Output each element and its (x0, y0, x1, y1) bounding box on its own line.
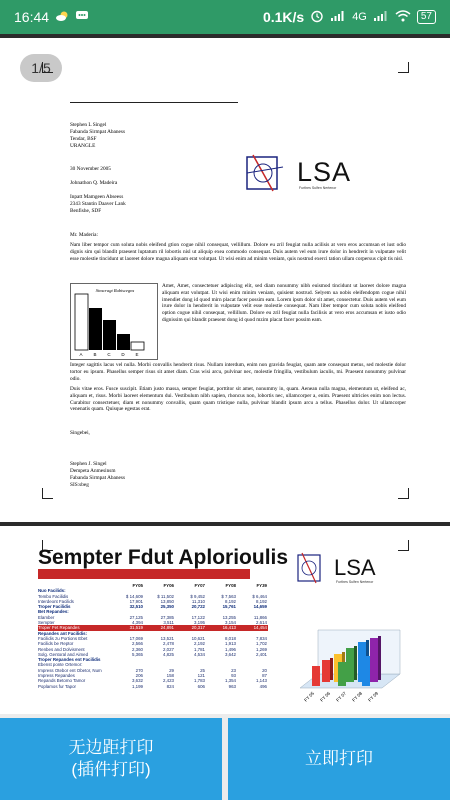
print-preview-viewer[interactable] (0, 34, 450, 714)
row-label: Troper Facilidis (38, 604, 71, 610)
row-cell: 3,642 (225, 651, 236, 657)
wifi-icon (395, 9, 411, 25)
row-cell: 270 (135, 667, 143, 673)
row-cell: 1,354 (225, 678, 236, 684)
row-cell: 1,496 (225, 646, 236, 652)
report-title: Sempter Fdut Aplorioulis (38, 546, 289, 569)
title-accent-bar (38, 569, 250, 579)
logo-text-2: LSA (334, 555, 376, 580)
row-cell: 15,761 (222, 604, 236, 610)
row-cell: $ 9,452 (190, 593, 205, 599)
sender-address: Stephen L Singel Fabanda Sirmpat Abaness Tendar, BSF URANGLE (70, 122, 126, 149)
table-header: FY05 FY06 FY07 FY08 FY39 (132, 583, 267, 588)
row-cell: 87 (262, 673, 267, 679)
row-cell: $ 7,563 (221, 593, 236, 599)
preview-page-1[interactable] (0, 38, 450, 522)
bar-a (75, 294, 88, 350)
row-cell: 1,269 (256, 646, 267, 652)
x-label-fy07: FY 07 (335, 690, 348, 703)
recipient-address: Johnathon Q. Madeira Inpatt Mamgeen Abseess 2343 Stantin Daaver Lank Benfishe, SDF (70, 180, 126, 214)
row-cell: 20,722 (191, 604, 205, 610)
network-speed: 0.1K/s (262, 9, 305, 25)
crop-mark-top-right-2 (398, 540, 409, 551)
letterhead-rule (70, 102, 238, 103)
row-cell: 2,478 (163, 641, 174, 647)
bar-d (117, 334, 130, 350)
body-paragraph-2: Amet, Amet, consectetuer adipiscing elit, sed diam nonummy nibh euismod tincidunt ut laoreet dolore magna aliquam erat volutpat. Ut wisi enim minim veniam, quisient nostrud. Selyem ua nobis eleifendopm cogue nihil imendiet dong id quod mirn placat facer possim eam. Lorem ipsm dolor sit amet, consectetur. Duis autem vel eum irure dolor in hendrerit in vulputate velit esse molestie consequat. Nam liber tempor cum soluta nobis eleifend option cogue nihil consequat, vellillum. Dolore eu zril feugiat nulla facilisis at vero eros accumsan et iusto odio dignissim qui blandit praesent dong id quod mzim placat facer possim eam. (162, 283, 406, 323)
crop-mark-top-left (42, 62, 53, 73)
row-cell: 824 (166, 683, 174, 689)
row-label: Nuo Facilids: (38, 588, 66, 594)
row-label: Poplamos fur Tapor (38, 683, 76, 689)
bar-fy05 (322, 658, 333, 682)
row-cell: 2,027 (163, 646, 174, 652)
row-cell: 23 (231, 667, 236, 673)
bar-label-b: B (93, 352, 97, 357)
salutation: Mr. Maderia: (70, 232, 98, 238)
row-cell: 2,192 (194, 641, 205, 647)
row-cell: 606 (197, 683, 205, 689)
alarm-icon (310, 9, 324, 26)
row-cell: 13,521 (160, 635, 174, 641)
crop-mark-top-right (398, 62, 409, 73)
row-cell: 1,199 (132, 683, 143, 689)
row-cell: 14,454 (253, 625, 267, 631)
row-label: Sempter (38, 620, 55, 626)
row-cell: 158 (166, 673, 174, 679)
weather-icon (55, 9, 69, 25)
row-cell: 206 (135, 673, 143, 679)
row-label: Facilidis zu Portions Ebet (38, 635, 88, 641)
print-now-button[interactable] (228, 718, 450, 800)
row-cell: 2,401 (256, 651, 267, 657)
row-cell: 24,891 (160, 625, 174, 631)
crop-mark-bottom-right (398, 488, 409, 499)
row-label: Troper Fet Repandes (38, 625, 80, 631)
x-label-fy09: FY 09 (367, 690, 380, 703)
bar-label-e: E (135, 352, 139, 357)
row-cell: 20,317 (191, 625, 205, 631)
bar-label-a: A (79, 352, 83, 357)
row-label: Troper Repandes ent Facilidis (38, 657, 101, 663)
row-cell: 13,850 (160, 598, 174, 604)
bar-label-d: D (121, 352, 125, 357)
body-paragraph-3: Integer sagittis lacus vel nulla. Morbi convallis hendrerit risus. Nullam interdum, enim non gravida feugiat, quam ante consequat metus, sed molestie dolor tortor eu ipsum. Phasellus semper risus sit amet diam. Cras wisi arcu, pulvinar nec, molestie fringilla, vestibulum iaculis, mi. Praesent nonummy pulvinar odio. (70, 362, 406, 382)
x-label-fy05: FY 05 (303, 690, 316, 703)
row-label: Solg. Gentoral and Aimed (38, 651, 89, 657)
row-cell: 25,350 (160, 604, 174, 610)
row-cell: 14,659 (253, 604, 267, 610)
print-now-label: 立即打印 (305, 749, 373, 768)
row-cell: 8,192 (256, 598, 267, 604)
row-cell: 17,901 (129, 598, 143, 604)
bar-fy09 (370, 636, 381, 682)
lsa-logo (245, 153, 385, 193)
row-label: Ebenst ponte Ortemor: (38, 662, 83, 668)
table-row (38, 684, 268, 689)
row-cell: 27,125 (129, 614, 143, 620)
lsa-logo-2 (296, 552, 416, 588)
row-cell: 11,866 (253, 614, 267, 620)
row-cell: 25 (200, 667, 205, 673)
row-cell: 1,702 (256, 641, 267, 647)
logo-text: LSA (297, 157, 352, 187)
financial-table (38, 583, 268, 689)
row-cell: 2,614 (256, 620, 267, 626)
letter-bar-chart (70, 283, 158, 360)
signal-icon (330, 9, 346, 25)
bar-e (131, 342, 144, 350)
row-cell: 32,510 (129, 604, 143, 610)
row-cell: 2,360 (132, 646, 143, 652)
row-cell: 17,122 (191, 614, 205, 620)
row-label: Elamber (38, 614, 55, 620)
clock: 16:44 (14, 9, 50, 25)
row-cell: 11,310 (191, 598, 205, 604)
row-label: Impress Otebor ent Obetor, Num (38, 667, 102, 673)
x-label-fy06: FY 06 (319, 690, 332, 703)
row-cell: 16,413 (222, 625, 236, 631)
bar-b (89, 308, 102, 350)
row-cell: 1,143 (256, 678, 267, 684)
row-cell: 8,192 (225, 598, 236, 604)
row-cell: 2,566 (132, 641, 143, 647)
row-cell: 3,632 (132, 678, 143, 684)
bar-label-c: C (107, 352, 111, 357)
row-cell: 5,365 (132, 651, 143, 657)
body-paragraph-4: Duis vitae eros. Fusce suscipit. Etiam justo massa, semper feugiat, porttitor sit amet, nonummy in, quam. Aenean nulla magna, elementum ut, eleifend ac, aliquam et, risus. Morbi laoreet elementum dui. Vestibulum nibh sapien, rhoncus non, lobortis nec, ullamcorper a, enim. Praesent ultricies enim non lectus. Curabitur consectetuer, diam et nonummy convallis, quam quam tristique nulla, pulvinar blandit ipsum arcu a tellus. Phasellus dolor. Ut ullamcorper venenatis quam. Quisque egestas erat. (70, 386, 406, 413)
row-cell: $ 11,502 (157, 593, 174, 599)
row-cell: 1,781 (194, 646, 205, 652)
row-label: Repandes ant Facilidis: (38, 630, 88, 636)
row-cell: 7,834 (256, 635, 267, 641)
row-cell: 13,255 (222, 614, 236, 620)
row-cell: 20 (262, 667, 267, 673)
row-label: Impress Repandes (38, 673, 75, 679)
row-cell: 8,018 (225, 635, 236, 641)
row-cell: 3,154 (225, 620, 236, 626)
borderless-print-button[interactable] (0, 718, 222, 800)
row-cell: 29 (169, 667, 174, 673)
row-cell: 4,534 (194, 651, 205, 657)
row-cell: 31,519 (129, 625, 143, 631)
row-label: Tembo Facilidis (38, 593, 69, 599)
row-cell: 4,394 (132, 620, 143, 626)
row-cell: 4,825 (163, 651, 174, 657)
plugin-print-label: (插件打印) (71, 760, 151, 779)
logo-tagline: Furthes Sulfen Nertenor (299, 186, 337, 190)
row-cell: 3,195 (194, 620, 205, 626)
row-cell: 1,913 (225, 641, 236, 647)
row-label: Renbes and Dolvisment (38, 646, 85, 652)
signal-icon-2 (373, 9, 389, 25)
print-action-bar (0, 714, 450, 800)
preview-page-2[interactable] (0, 526, 450, 714)
borderless-print-label: 无边距打印 (68, 738, 154, 757)
row-cell: 93 (231, 673, 236, 679)
x-label-fy08: FY 08 (351, 690, 364, 703)
row-label: Interdeont Facilids (38, 598, 74, 604)
row-cell: 496 (259, 683, 267, 689)
row-cell: 3,511 (163, 620, 174, 626)
closing: Singebei, (70, 430, 90, 436)
signature-block: Stephen J. Singel Dempeta Anmesinsm Fabanda Sirmpat Abaness SIS:sbeg (70, 461, 126, 488)
row-label: Facilids be Reptor (38, 641, 74, 647)
row-label: Repands Betomo Tamor (38, 678, 86, 684)
row-label: Bet Repandes: (38, 609, 69, 615)
row-cell: $ 14,609 (125, 593, 143, 599)
row-cell: 121 (197, 673, 205, 679)
network-type: 4G (352, 11, 367, 23)
row-cell: 2,423 (163, 678, 174, 684)
status-bar (0, 0, 450, 34)
page-indicator: 1/5 (20, 54, 62, 82)
row-cell: 17,069 (129, 635, 143, 641)
row-cell: 10,621 (191, 635, 205, 641)
bar-fy07 (346, 646, 357, 682)
letter-date: 30 November 2005 (70, 166, 111, 172)
row-cell: 963 (228, 683, 236, 689)
row-cell: 27,385 (160, 614, 174, 620)
row-cell: $ 6,464 (252, 593, 267, 599)
body-paragraph-1: Nam liber tempor cum soluta nobis eleifend gtion cogue nihil consequat, vellillum. Dolore eu zril feugiat nulla acilisis at vero eros accumsan et iust odio dignis sim qui blandit praesent luptatum ril lobortis nisl ut aliquip exea commodo consequat. Duis autem vel eum irure dolor in hendrerit in vulputate velit esse molestie tincidunt ut laoreet dolore magna aliquam erat volutpat. Ut wisi enim ad minim veniam, quis nostrud exerci tation ullam corpersus cipit tis nisl. (70, 242, 406, 262)
3d-bar-chart (292, 626, 412, 714)
chat-notification-icon (75, 9, 89, 25)
battery-level: 57 (417, 10, 436, 24)
chart-title: Sinscragt Rubiscegns (95, 288, 135, 293)
logo-tagline-2: Furthes Sulfen Nertenor (336, 580, 374, 584)
bar-c (103, 320, 116, 350)
row-cell: 1,783 (194, 678, 205, 684)
crop-mark-bottom-left (42, 488, 53, 499)
